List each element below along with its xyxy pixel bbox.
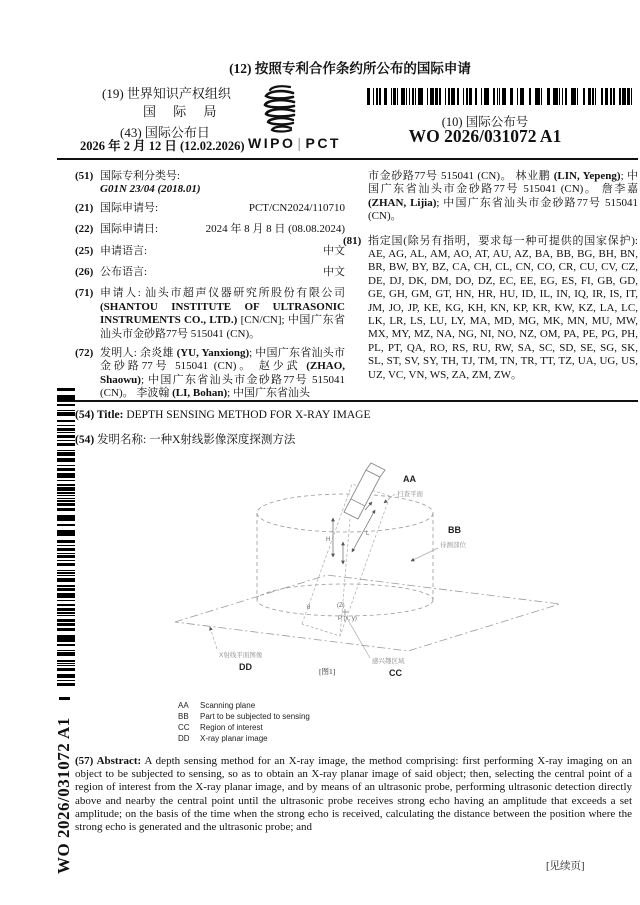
figure-1 [100, 462, 630, 700]
wordmark-separator: | [297, 135, 304, 151]
pct-publication-line: (12) 按照专利合作条约所公布的国际申请 [229, 61, 471, 76]
inventors-continuation [368, 170, 638, 224]
field-filing-language [75, 245, 345, 258]
title-english [75, 409, 635, 421]
wipo-wordmark: WIPO [248, 135, 296, 151]
field-appno-label: 国际申请号: [100, 201, 159, 214]
label-dd: DD [239, 662, 252, 672]
inventor-cont-text-2: ; 中国广东省汕头市金砂路77号 515041 (CN)。 詹李嘉 [368, 170, 638, 196]
field-designated-number: (81) [343, 234, 362, 247]
callout-dd [210, 627, 263, 672]
publication-number-label: (10) 国际公布号 [441, 115, 529, 129]
field-applicant [75, 287, 345, 341]
field-ipc-label: 国际专利分类号: [100, 170, 181, 182]
field-filing-lang-label: 申请语言: [100, 244, 148, 257]
field-appno-value: PCT/CN2024/110710 [248, 201, 345, 214]
sidebar-barcode [57, 388, 75, 686]
org-name: (19) 世界知识产权组织 [102, 86, 231, 101]
legend-code: CC [178, 723, 190, 732]
field-appdate-number: (22) [75, 223, 94, 236]
title-chinese [75, 431, 635, 447]
legend-item-bb [178, 711, 310, 722]
figure-legend [178, 700, 310, 744]
title-en-prefix: (54) Title: [75, 409, 124, 421]
title-divider [57, 400, 638, 402]
inventor-text-3: ; 中国广东省汕头市金砂路77号 515041 (CN)。 李波翰 [100, 373, 345, 400]
field-filing-date [75, 223, 345, 236]
legend-text: Scanning plane [200, 701, 256, 710]
publication-number: WO 2026/031072 A1 [408, 126, 562, 146]
inventor-text-1: 发明人: 余炎雄 [100, 347, 177, 360]
continued-note: [见续页] [546, 861, 585, 872]
scanning-plane-outline [302, 484, 390, 636]
dim-h-label: H [326, 537, 331, 543]
sidebar-publication-number: WO 2026/031072 A1 [54, 717, 73, 874]
field-application-number [75, 202, 345, 215]
field-inventors [75, 347, 345, 401]
field-ipc-value: G01N 23/04 (2018.01) [100, 183, 201, 196]
label-bb-callout: 待测部位 [440, 542, 466, 549]
field-appno-number: (21) [75, 201, 94, 214]
label-cc: CC [389, 668, 402, 678]
pct-wordmark: PCT [305, 135, 341, 151]
org-bureau: 国 际 局 [143, 104, 224, 119]
field-filing-lang-number: (25) [75, 244, 94, 257]
wipo-pct-wordmark [248, 135, 341, 151]
applicant-address: [CN/CN]; 中国广东省汕头市金砂路77号 515041 (CN)。 [100, 314, 345, 340]
abstract-text: A depth sensing method for an X-ray image, the method comprising: first performing X-ray imaging on an object to be subjected to sensing, so as to obtain an X-ray planar image of said object; then, selecting the central point of a region of interest from the X-ray planar image, and by means of an ultrasonic probe, performing ultrasonic detection directly above and nearby the central point until the ultrasonic probe receives strong echo having an amplitude that exceeds a set amplitude; on the basis of the time when the strong echo is received, calculating the distance between the position where the strong echo is generated and the ultrasonic probe; and [75, 755, 632, 834]
bib-right-column [343, 170, 638, 382]
legend-item-cc [178, 722, 310, 733]
legend-code: AA [178, 701, 189, 710]
dim-l-label: L [366, 531, 370, 537]
callout-cc [348, 620, 405, 678]
dimension-marks [307, 502, 375, 611]
label-dd-callout: X射线平面图像 [219, 652, 263, 659]
field-filing-lang-value: 中文 [323, 244, 345, 257]
probe [344, 463, 385, 519]
inventor-name-3: (LI, Bohan) [172, 387, 228, 400]
field-pub-lang-label: 公布语言: [100, 266, 148, 279]
field-appdate-label: 国际申请日: [100, 223, 159, 236]
field-inventors-number: (72) [75, 347, 94, 360]
title-zh-label: 发明名称: [94, 434, 147, 446]
field-applicant-number: (71) [75, 287, 94, 300]
figure-caption: [图1] [319, 667, 336, 676]
abstract-label: (57) Abstract: [75, 755, 142, 767]
field-publication-language [75, 266, 345, 279]
label-aa: AA [403, 474, 416, 484]
legend-item-dd [178, 733, 310, 744]
inventor-name-2: (ZHAO, Shaowu) [100, 360, 345, 386]
field-appdate-value: 2024 年 8 月 8 日 (08.08.2024) [205, 223, 345, 236]
field-ipc-number: (51) [75, 170, 94, 182]
label-cc-callout: 感兴趣区域 [372, 658, 405, 665]
inventor-cont-text-1: 市金砂路77号 515041 (CN)。 林业鹏 [368, 170, 554, 182]
inventor-cont-name-1: (LIN, Yepeng) [553, 170, 621, 182]
field-pub-lang-value: 中文 [323, 266, 345, 279]
inventor-cont-text-3: ; 中国广东省汕头市金砂路77号 515041 (CN)。 [368, 196, 638, 223]
applicant-text: 申请人: 汕头市超声仪器研究所股份有限公司 [100, 287, 345, 300]
legend-code: BB [178, 712, 189, 721]
field-ipc [75, 170, 345, 197]
angle-theta-label: θ [307, 605, 311, 611]
field-pub-lang-number: (26) [75, 266, 94, 279]
legend-text: Region of interest [200, 723, 263, 732]
callout-bb [411, 525, 467, 561]
wipo-logo-icon [260, 84, 300, 136]
field-designated-states [343, 235, 638, 382]
inventor-name-1: (YU, Yanxiong) [176, 347, 250, 360]
bib-left-column [75, 170, 345, 401]
label-aa-callout: 扫查平面 [397, 491, 423, 498]
publication-date-label: (43) 国际公布日 [120, 125, 210, 140]
point-p [337, 603, 357, 622]
publication-barcode [367, 88, 637, 105]
abstract-section [75, 755, 632, 834]
applicant-name-en: (SHANTOU INSTITUTE OF ULTRASONIC INSTRUMENTS CO., LTD.) [100, 300, 345, 327]
label-bb: BB [448, 525, 461, 535]
title-zh-prefix: (54) [75, 434, 95, 446]
title-zh-text: 一种X射线影像深度探测方法 [146, 434, 296, 446]
designated-states-text: 指定国(除另有指明，要求每一种可提供的国家保护): AE, AG, AL, AM, AO, AT, AU, AZ, BA, BB, BG, BH, BN, BR, BW, BY, BZ, CA, CH, CL, CN, CO, CR, CU, CV, CZ, DE, DJ, DK, DM, DO, DZ, EC, EE, EG, ES, FI, GB, GD, GE, GH, GM, GT, HN, HR, HU, ID, IL, IN, IQ, IR, IS, IT, JM, JO, JP, KE, KG, KH, KN, KP, KR, KW, KZ, LA, LC, LK, LR, LS, LU, LY, MA, MD, MG, MK, MN, MU, MW, MX, MY, MZ, NA, NG, NI, NO, NZ, OM, PA, PE, PG, PH, PL, PT, QA, RO, RS, RU, RW, SA, SC, SD, SE, SG, SK, SL, ST, SV, SY, TH, TJ, TM, TN, TR, TT, TZ, UA, UG, US, UZ, VC, VN, WS, ZA, ZM, ZW。 [368, 234, 638, 381]
legend-code: DD [178, 734, 190, 743]
publication-date: 2026 年 2 月 12 日 (12.02.2026) [80, 139, 245, 153]
xray-plane-outline [175, 575, 560, 651]
inventor-text-2: ; 中国广东省汕头市金砂路77号 515041 (CN)。 赵少武 [100, 347, 345, 373]
inventor-cont-name-2: (ZHAN, Lijia) [368, 196, 437, 209]
header-divider [57, 158, 638, 160]
title-en-text: DEPTH SENSING METHOD FOR X-RAY IMAGE [123, 409, 371, 421]
point-p-label: P (x, y) [338, 616, 357, 622]
point-z-label: (Z) [337, 603, 345, 609]
legend-item-aa [178, 700, 310, 711]
inventor-text-4: ; 中国广东省汕头 [227, 387, 310, 400]
legend-text: Part to be subjected to sensing [200, 712, 310, 721]
legend-text: X-ray planar image [200, 734, 268, 743]
